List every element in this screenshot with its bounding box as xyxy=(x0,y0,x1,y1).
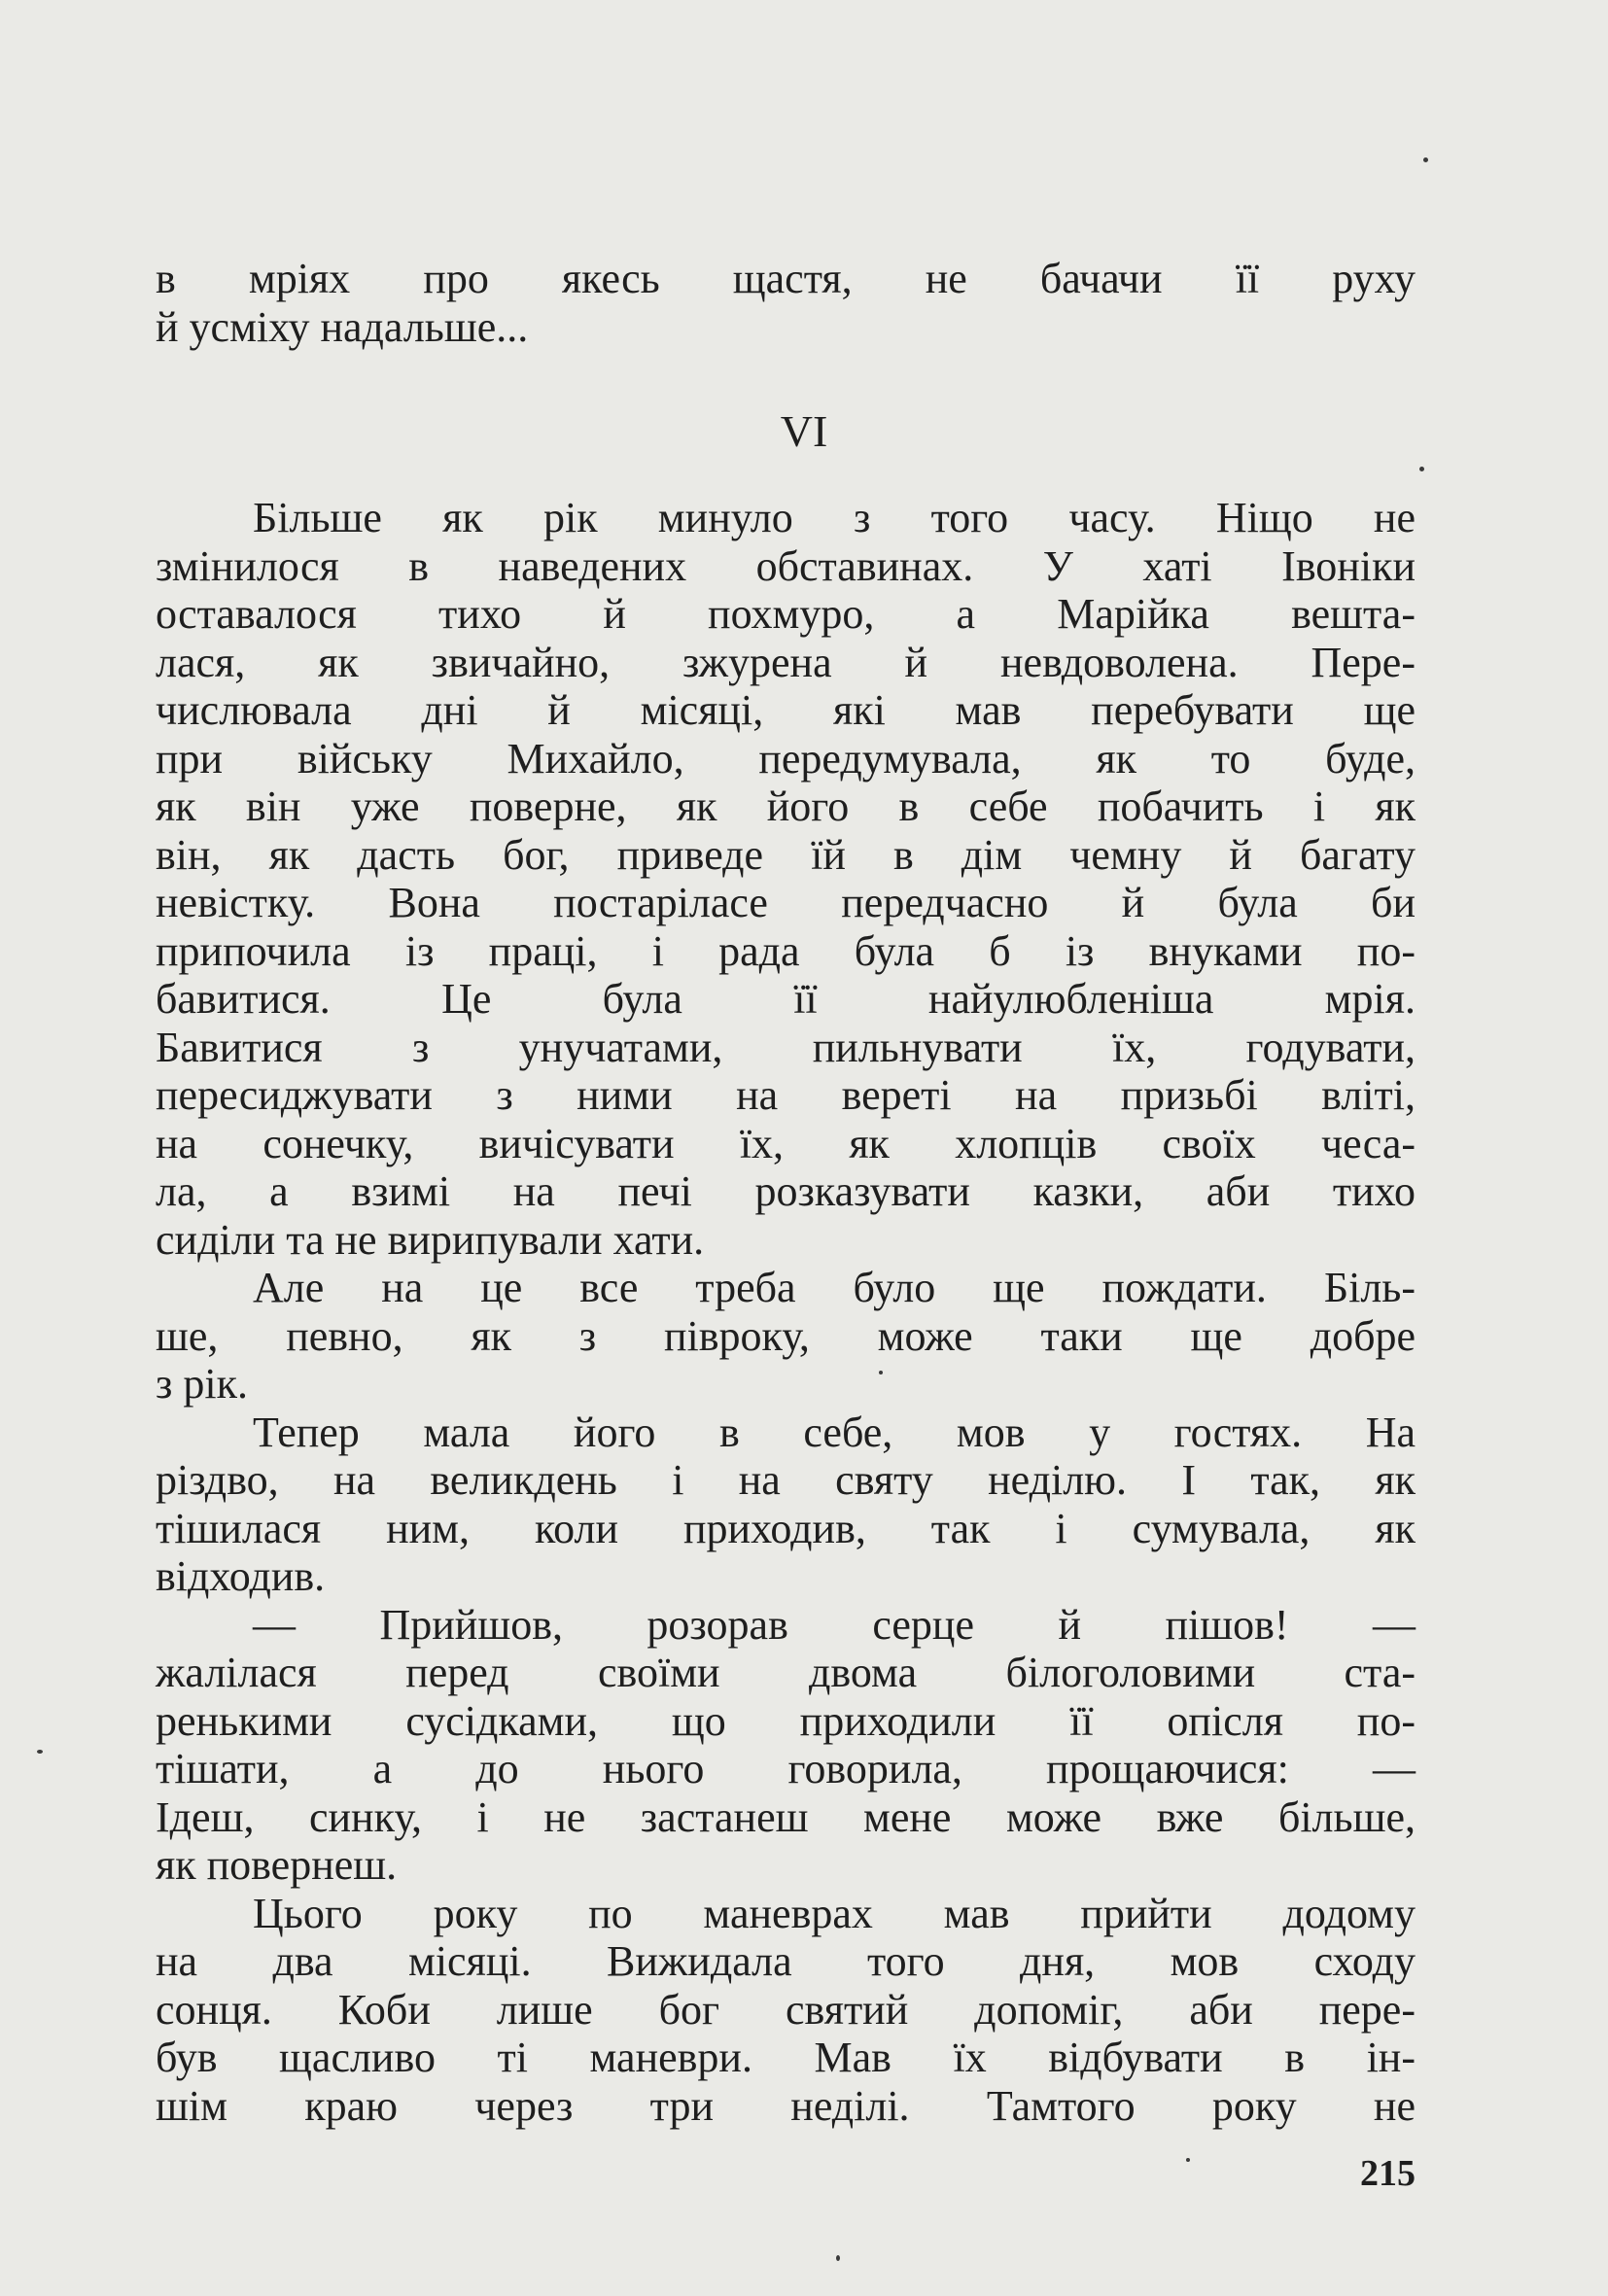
main-text xyxy=(156,494,1416,2130)
text-line: на два місяці. Вижидала того дня, мов сходу xyxy=(156,1937,1416,1985)
text-line: бавитися. Це була її найулюбленіша мрія. xyxy=(156,975,1416,1023)
text-line: оставалося тихо й похмуро, а Марійка вешта- xyxy=(156,590,1416,638)
text-line: на сонечку, вичісувати їх, як хлопців своїх чеса- xyxy=(156,1119,1416,1167)
scan-speck xyxy=(37,1750,43,1754)
text-line: сонця. Коби лише бог святий допоміг, аби пере- xyxy=(156,1985,1416,2034)
text-line: різдво, на великдень і на святу неділю. І так, як xyxy=(156,1456,1416,1504)
scan-speck xyxy=(879,1371,883,1374)
text-line: жалілася перед своїми двома білоголовими ста- xyxy=(156,1649,1416,1696)
text-line: як повернеш. xyxy=(156,1841,398,1889)
text-line: — Прийшов, розорав серце й пішов! — xyxy=(253,1600,1416,1649)
scan-speck xyxy=(1186,2158,1190,2162)
section-heading: VI xyxy=(780,406,828,456)
continued-paragraph xyxy=(156,255,1416,351)
text-line: Але на це все треба було ще пождати. Біль- xyxy=(253,1264,1416,1311)
text-line: Більше як рік минуло з того часу. Ніщо не xyxy=(253,494,1416,541)
text-line: Тепер мала його в себе, мов у гостях. На xyxy=(253,1408,1416,1456)
text-line: невістку. Вона постаріласе передчасно й була би xyxy=(156,879,1416,926)
text-line: ренькими сусідками, що приходили її опісля по- xyxy=(156,1696,1416,1745)
text-line: ше, певно, як з півроку, може таки ще добре xyxy=(156,1311,1416,1360)
text-line: сиділи та не вирипували хати. xyxy=(156,1215,705,1264)
text-line: змінилося в наведених обставинах. У хаті Івоніки xyxy=(156,541,1416,590)
text-line: з рік. xyxy=(156,1360,248,1408)
text-line: Цього року по маневрах мав прийти додому xyxy=(253,1889,1416,1937)
text-line: пересиджувати з ними на вереті на призьбі вліті, xyxy=(156,1071,1416,1119)
text-line: він, як дасть бог, приведе їй в дім чемну й багату xyxy=(156,830,1416,879)
text-line: лася, як звичайно, зжурена й невдоволена. Пере- xyxy=(156,638,1416,686)
text-line: при війську Михайло, передумувала, як то буде, xyxy=(156,734,1416,783)
text-line: й усміху надальше... xyxy=(156,302,529,351)
text-line: тішилася ним, коли приходив, так і сумувала, як xyxy=(156,1504,1416,1552)
text-line: був щасливо ті маневри. Мав їх відбувати в ін- xyxy=(156,2034,1416,2081)
text-line: Ідеш, синку, і не застанеш мене може вже більше, xyxy=(156,1792,1416,1841)
text-line: в мріях про якесь щастя, не бачачи її руху xyxy=(156,255,1416,302)
text-line: числювала дні й місяці, які мав перебувати ще xyxy=(156,686,1416,734)
text-line: відходив. xyxy=(156,1552,326,1600)
page-number: 215 xyxy=(1360,2153,1416,2194)
scan-speck xyxy=(836,2255,840,2261)
text-line: тішати, а до нього говорила, прощаючися: — xyxy=(156,1745,1416,1792)
text-line: як він уже поверне, як його в себе побачить і як xyxy=(156,783,1416,830)
text-line: ла, а взимі на печі розказувати казки, аби тихо xyxy=(156,1167,1416,1215)
scan-speck xyxy=(1423,157,1428,162)
text-line: припочила із праці, і рада була б із внуками по- xyxy=(156,926,1416,975)
text-line: Бавитися з унучатами, пильнувати їх, годувати, xyxy=(156,1023,1416,1071)
text-line: шім краю через три неділі. Тамтого року не xyxy=(156,2081,1416,2130)
scan-speck xyxy=(1419,467,1424,471)
